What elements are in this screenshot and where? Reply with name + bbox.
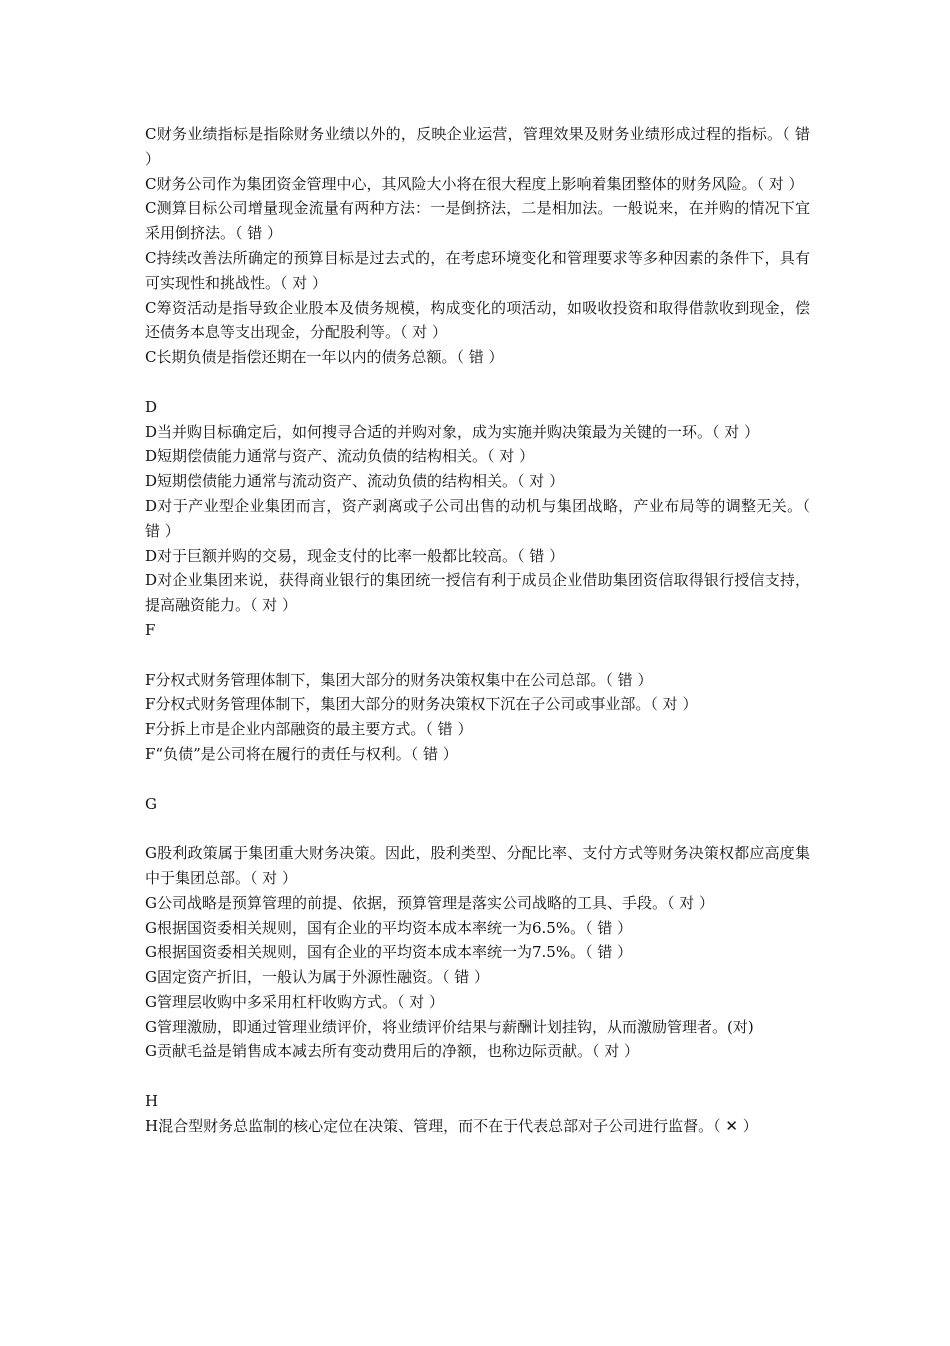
list-item: C筹资活动是指导致企业股本及债务规模，构成变化的项活动，如吸收投资和取得借款收到现金，偿还债务本息等支出现金，分配股利等。（ 对 ） bbox=[145, 298, 810, 342]
section-heading: H bbox=[145, 1092, 159, 1111]
section-h bbox=[145, 1089, 810, 1139]
blank-line bbox=[145, 1064, 810, 1089]
section-g bbox=[145, 792, 810, 1065]
list-item: C财务业绩指标是指除财务业绩以外的，反映企业运营，管理效果及财务业绩形成过程的指标。（ 错 ） bbox=[145, 125, 815, 168]
blank-line bbox=[145, 816, 810, 841]
list-item: D短期偿债能力通常与资产、流动负债的结构相关。（ 对 ） bbox=[145, 447, 535, 466]
section-d bbox=[145, 395, 815, 618]
list-item: G公司战略是预算管理的前提、依据，预算管理是落实公司战略的工具、手段。（ 对 ） bbox=[145, 893, 715, 912]
list-item: G根据国资委相关规则，国有企业的平均资本成本率统一为7.5%。（ 错 ） bbox=[145, 943, 633, 962]
section-f bbox=[145, 618, 810, 767]
list-item: G贡献毛益是销售成本减去所有变动费用后的净额，也称边际贡献。（ 对 ） bbox=[145, 1042, 640, 1061]
section-heading: G bbox=[145, 794, 157, 813]
blank-line bbox=[145, 370, 810, 395]
document-page bbox=[145, 122, 815, 1139]
list-item: C长期负债是指偿还期在一年以内的债务总额。（ 错 ） bbox=[145, 348, 504, 367]
list-item: G管理层收购中多采用杠杆收购方式。（ 对 ） bbox=[145, 992, 445, 1011]
section-c bbox=[145, 122, 815, 370]
blank-line bbox=[145, 767, 810, 792]
list-item: D对于巨额并购的交易，现金支付的比率一般都比较高。（ 错 ） bbox=[145, 546, 565, 565]
section-heading: D bbox=[145, 397, 158, 416]
list-item: G股利政策属于集团重大财务决策。因此，股利类型、分配比率、支付方式等财务决策权都应高度集中于集团总部。（ 对 ） bbox=[145, 844, 810, 887]
list-item: D对企业集团来说，获得商业银行的集团统一授信有利于成员企业借助集团资信取得银行授信支持，提高融资能力。（ 对 ） bbox=[145, 571, 810, 615]
list-item: G管理激励，即通过管理业绩评价，将业绩评价结果与薪酬计划挂钩，从而激励管理者。(对) bbox=[145, 1017, 754, 1036]
list-item: D短期偿债能力通常与流动资产、流动负债的结构相关。（ 对 ） bbox=[145, 472, 565, 491]
list-item: F分拆上市是企业内部融资的最主要方式。（ 错 ） bbox=[145, 720, 473, 739]
list-item: C持续改善法所确定的预算目标是过去式的，在考虑环境变化和管理要求等多种因素的条件下，具有可实现性和挑战性。（ 对 ） bbox=[145, 248, 810, 292]
list-item: F“负债”是公司将在履行的责任与权利。（ 错 ） bbox=[145, 744, 458, 763]
list-item: C财务公司作为集团资金管理中心，其风险大小将在很大程度上影响着集团整体的财务风险。（ 对 ） bbox=[145, 174, 804, 193]
list-item: F分权式财务管理体制下，集团大部分的财务决策权下沉在子公司或事业部。（ 对 ） bbox=[145, 695, 698, 714]
list-item: C测算目标公司增量现金流量有两种方法：一是倒挤法，二是相加法。一般说来，在并购的情况下宜采用倒挤法。（ 错 ） bbox=[145, 199, 810, 243]
list-item: F分权式财务管理体制下，集团大部分的财务决策权集中在公司总部。（ 错 ） bbox=[145, 670, 653, 689]
list-item: D对于产业型企业集团而言，资产剥离或子公司出售的动机与集团战略，产业布局等的调整无关。（ 错 ） bbox=[145, 496, 815, 540]
list-item: H混合型财务总监制的核心定位在决策、管理，而不在于代表总部对子公司进行监督。（ ✕ ） bbox=[145, 1116, 758, 1135]
list-item: G固定资产折旧，一般认为属于外源性融资。（ 错 ） bbox=[145, 968, 490, 987]
blank-line bbox=[145, 643, 810, 668]
list-item: G根据国资委相关规则，国有企业的平均资本成本率统一为6.5%。（ 错 ） bbox=[145, 918, 633, 937]
list-item: D当并购目标确定后，如何搜寻合适的并购对象，成为实施并购决策最为关键的一环。（ 对 ） bbox=[145, 422, 760, 441]
section-heading: F bbox=[145, 620, 156, 639]
